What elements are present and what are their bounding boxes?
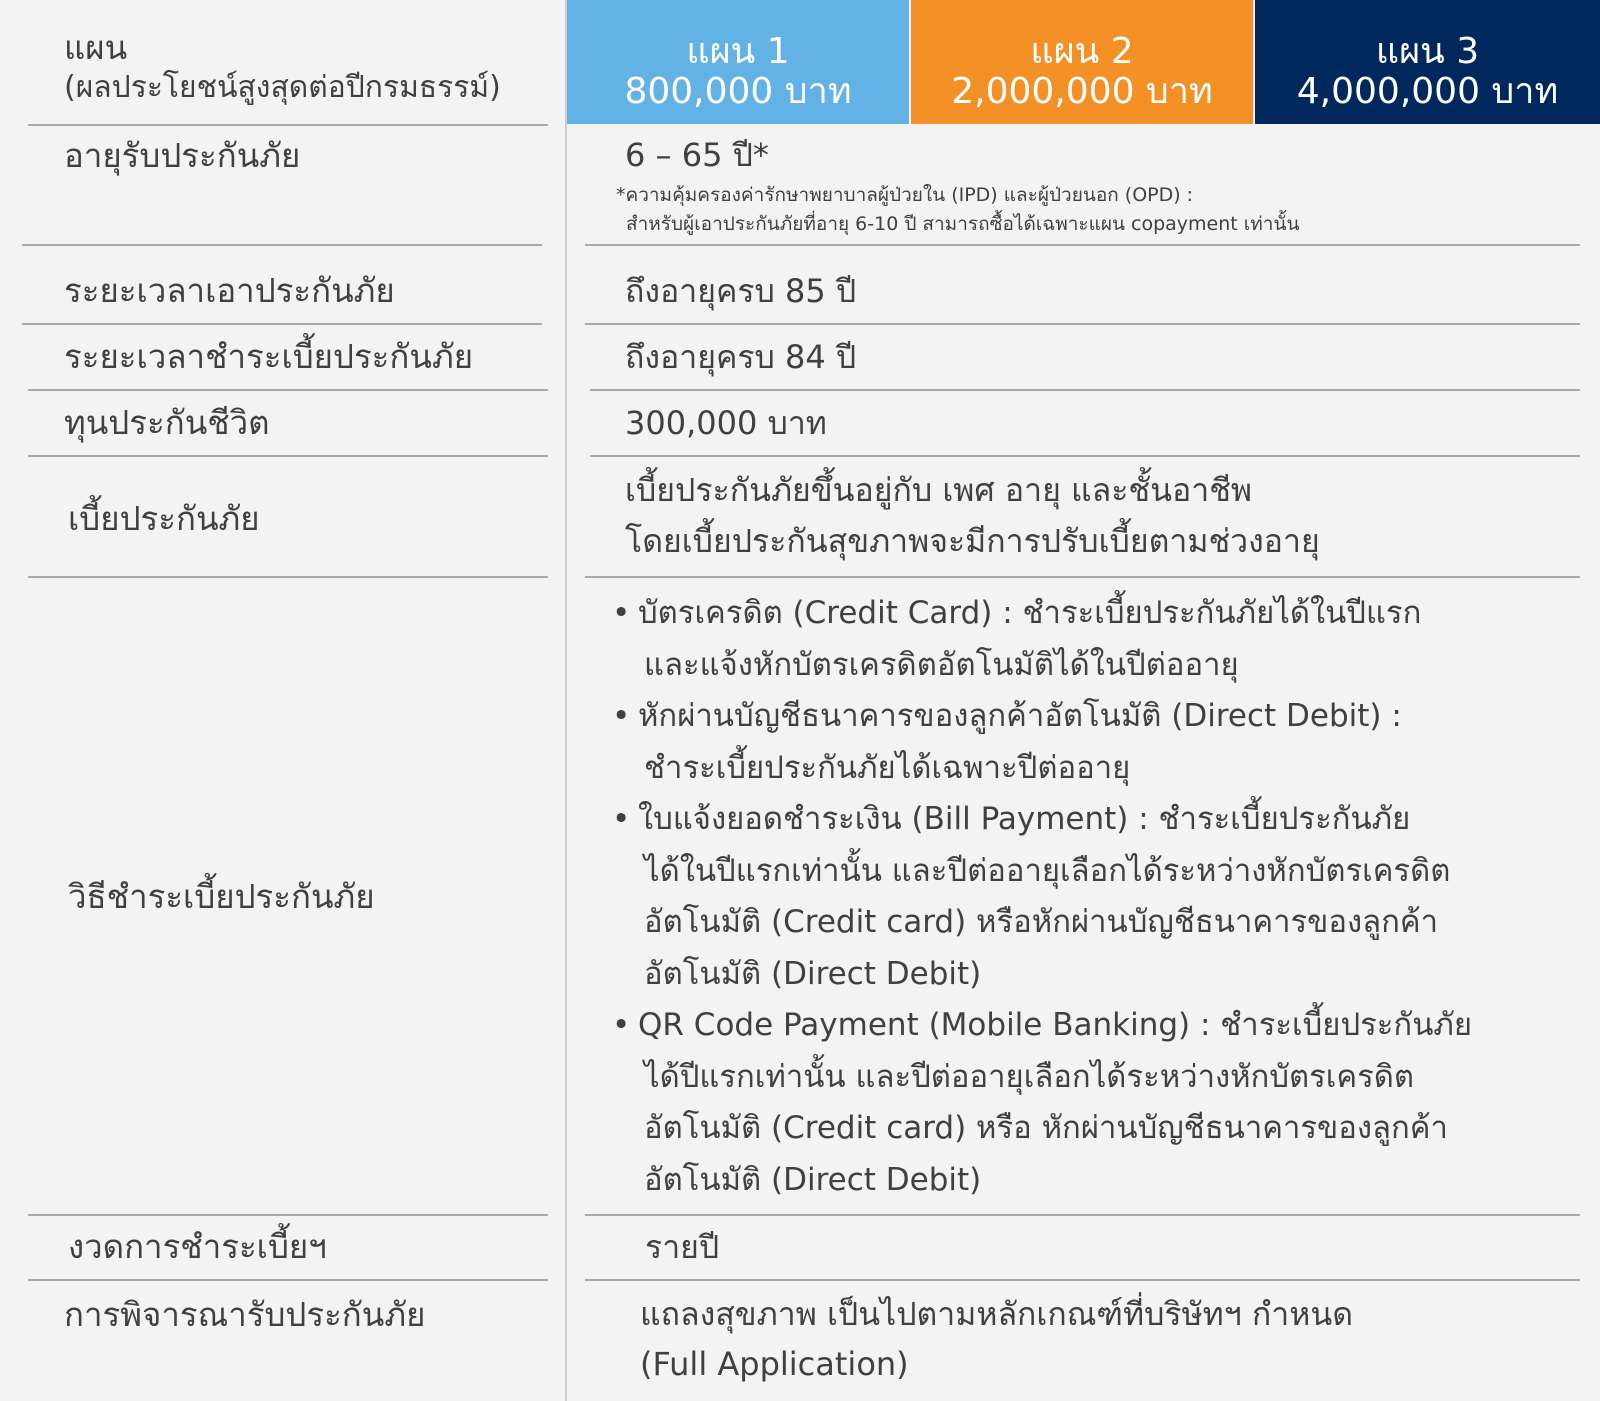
plan-1-name: แผน 1	[686, 31, 790, 72]
payment-method-line: ได้ปีแรกเท่านั้น และปีต่ออายุเลือกได้ระหว่างหักบัตรเครดิต	[644, 1058, 1415, 1095]
row-divider	[585, 244, 1580, 246]
plan-header-label	[64, 28, 501, 108]
age-note-line1: *ความคุ้มครองค่ารักษาพยาบาลผู้ป่วยใน (IPD) และผู้ป่วยนอก (OPD) :	[616, 184, 1194, 206]
age-label: อายุรับประกันภัย	[64, 136, 301, 175]
row-divider	[28, 1279, 548, 1281]
premium-label: เบี้ยประกันภัย	[68, 499, 260, 538]
plan-1-header	[567, 0, 909, 124]
premium-value-line2: โดยเบี้ยประกันสุขภาพจะมีการปรับเบี้ยตามช่วงอายุ	[625, 522, 1320, 560]
row-divider	[585, 323, 1580, 325]
plan-3-name: แผน 3	[1375, 31, 1480, 72]
payment-method-line: อัตโนมัติ (Credit card) หรือ หักผ่านบัญชีธนาคารของลูกค้า	[644, 1110, 1448, 1146]
coverage-period-label: ระยะเวลาเอาประกันภัย	[64, 271, 395, 310]
payment-method-label: วิธีชำระเบี้ยประกันภัย	[68, 877, 375, 916]
plan-2-amount: 2,000,000 บาท	[951, 71, 1213, 112]
column-divider	[565, 0, 567, 1401]
plan-label-subtitle: (ผลประโยชน์สูงสุดต่อปีกรมธรรม์)	[64, 70, 501, 105]
underwriting-value-line1: แถลงสุขภาพ เป็นไปตามหลักเกณฑ์ที่บริษัทฯ กำหนด	[640, 1295, 1353, 1333]
bullet-icon: •	[612, 595, 631, 631]
row-divider	[585, 1279, 1580, 1281]
sum-assured-value: 300,000 บาท	[625, 404, 827, 442]
payment-method-line: ชำระเบี้ยประกันภัยได้เฉพาะปีต่ออายุ	[644, 749, 1131, 786]
sum-assured-label: ทุนประกันชีวิต	[64, 403, 270, 442]
payment-method-line: ใบแจ้งยอดชำระเงิน (Bill Payment) : ชำระเบี้ยประกันภัย	[638, 801, 1411, 837]
row-divider	[22, 323, 542, 325]
payment-method-line: หักผ่านบัญชีธนาคารของลูกค้าอัตโนมัติ (Direct Debit) :	[638, 698, 1402, 734]
payment-method-line: QR Code Payment (Mobile Banking) : ชำระเบี้ยประกันภัย	[638, 1007, 1472, 1043]
payment-method-line: อัตโนมัติ (Direct Debit)	[644, 955, 982, 992]
plan-label-title: แผน	[64, 28, 128, 67]
row-divider	[590, 389, 1580, 391]
underwriting-value-line2: (Full Application)	[640, 1345, 909, 1383]
plan-1-amount: 800,000 บาท	[624, 71, 852, 112]
age-note-line2: สำหรับผู้เอาประกันภัยที่อายุ 6-10 ปี สามารถซื้อได้เฉพาะแผน copayment เท่านั้น	[626, 213, 1300, 235]
payment-period-label: ระยะเวลาชำระเบี้ยประกันภัย	[64, 337, 474, 376]
age-value: 6 – 65 ปี*	[625, 136, 769, 174]
payment-method-item	[612, 794, 1472, 1000]
row-divider	[28, 455, 548, 457]
row-divider	[28, 124, 548, 126]
row-divider	[28, 389, 548, 391]
payment-method-line: บัตรเครดิต (Credit Card) : ชำระเบี้ยประกันภัยได้ในปีแรก	[638, 595, 1422, 631]
row-divider	[585, 1214, 1580, 1216]
payment-method-item	[612, 1000, 1472, 1206]
payment-mode-label: งวดการชำระเบี้ยฯ	[68, 1227, 327, 1266]
row-divider	[28, 576, 548, 578]
bullet-icon: •	[612, 801, 631, 837]
plan-2-name: แผน 2	[1030, 31, 1134, 72]
payment-method-line: และแจ้งหักบัตรเครดิตอัตโนมัติได้ในปีต่ออายุ	[644, 646, 1239, 683]
bullet-icon: •	[612, 698, 631, 734]
premium-value-line1: เบี้ยประกันภัยขึ้นอยู่กับ เพศ อายุ และชั้นอาชีพ	[625, 471, 1252, 509]
row-divider	[585, 576, 1580, 578]
payment-method-list	[612, 588, 1472, 1206]
payment-method-line: อัตโนมัติ (Credit card) หรือหักผ่านบัญชีธนาคารของลูกค้า	[644, 904, 1439, 940]
row-divider	[28, 1214, 548, 1216]
row-divider	[590, 455, 1580, 457]
payment-method-item	[612, 588, 1472, 691]
payment-mode-value: รายปี	[645, 1228, 720, 1266]
payment-method-line: ได้ในปีแรกเท่านั้น และปีต่ออายุเลือกได้ระหว่างหักบัตรเครดิต	[644, 852, 1451, 889]
plan-3-header	[1255, 0, 1600, 124]
coverage-period-value: ถึงอายุครบ 85 ปี	[625, 272, 857, 310]
payment-period-value: ถึงอายุครบ 84 ปี	[625, 338, 857, 376]
row-divider	[22, 244, 542, 246]
plan-3-amount: 4,000,000 บาท	[1296, 71, 1559, 112]
payment-method-line: อัตโนมัติ (Direct Debit)	[644, 1161, 982, 1198]
payment-method-item	[612, 691, 1472, 794]
underwriting-label: การพิจารณารับประกันภัย	[64, 1295, 426, 1334]
plan-2-header	[911, 0, 1253, 124]
bullet-icon: •	[612, 1007, 631, 1043]
